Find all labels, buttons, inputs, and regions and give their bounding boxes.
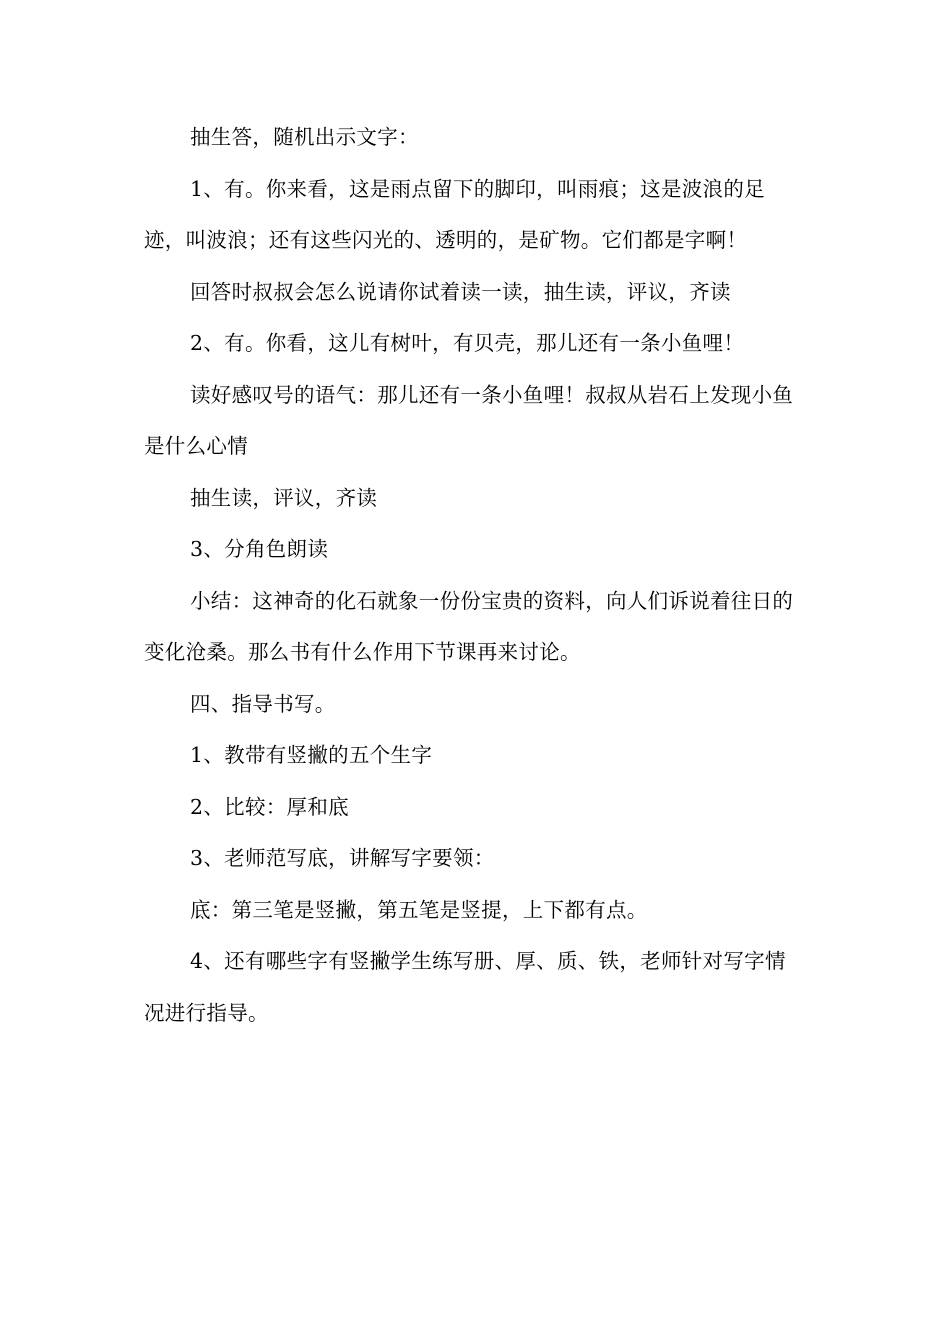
paragraph-11: 2、比较：厚和底: [190, 794, 349, 819]
paragraph-8: 小结：这神奇的化石就象一份份宝贵的资料，向人们诉说着往日的变化沧桑。那么书有什么作用下节课再来讨论。: [144, 588, 794, 664]
paragraph-3: 回答时叔叔会怎么说请你试着读一读，抽生读，评议，齐读: [190, 279, 731, 304]
paragraph-12: 3、老师范写底，讲解写字要领：: [190, 846, 495, 870]
paragraph-2: 1、有。你来看，这是雨点留下的脚印，叫雨痕；这是波浪的足迹，叫波浪；还有这些闪光的、透明的，是矿物。它们都是字啊！: [144, 176, 765, 252]
paragraph-4: 2、有。你看，这儿有树叶，有贝壳，那儿还有一条小鱼哩！: [190, 331, 745, 355]
paragraph-10: 1、教带有竖撇的五个生字: [190, 743, 433, 767]
paragraph-1: 抽生答，随机出示文字：: [190, 125, 419, 149]
paragraph-13: 底：第三笔是竖撇，第五笔是竖提，上下都有点。: [190, 897, 648, 922]
paragraph-5: 读好感叹号的语气：那儿还有一条小鱼哩！叔叔从岩石上发现小鱼是什么心情: [144, 382, 794, 458]
paragraph-7: 3、分角色朗读: [190, 537, 329, 561]
paragraph-6: 抽生读，评议，齐读: [190, 485, 378, 510]
paragraph-14: 4、还有哪些字有竖撇学生练写册、厚、质、铁，老师针对写字情况进行指导。: [144, 949, 786, 1025]
document-body: [144, 112, 806, 1039]
paragraph-9: 四、指导书写。: [190, 691, 336, 716]
